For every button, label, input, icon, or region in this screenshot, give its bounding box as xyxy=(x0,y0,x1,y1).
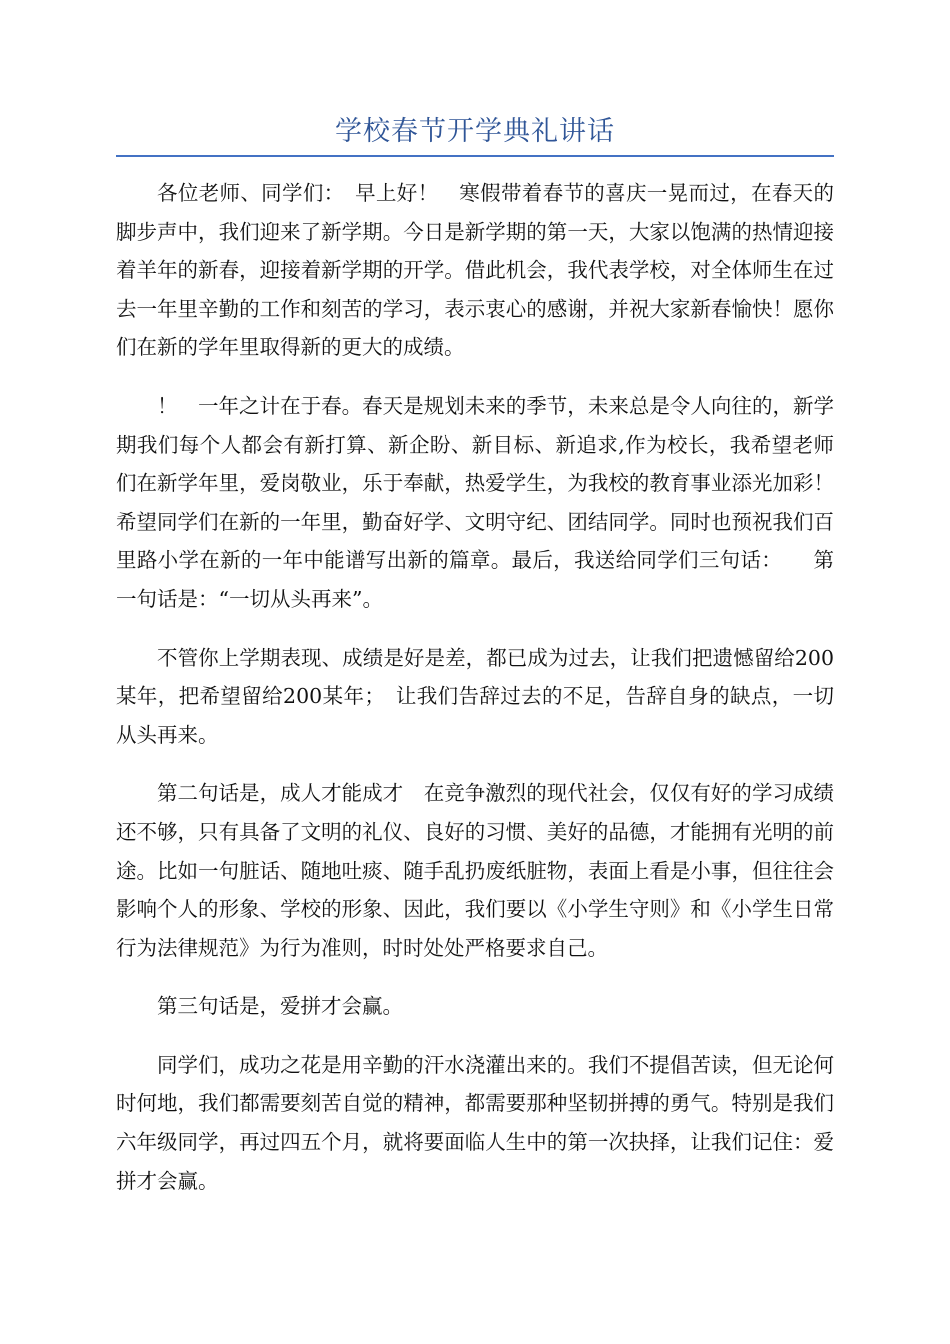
paragraph-6: 同学们，成功之花是用辛勤的汗水浇灌出来的。我们不提倡苦读，但无论何时何地，我们都需要刻苦自觉的精神，都需要那种坚韧拼搏的勇气。特别是我们六年级同学，再过四五个月，就将要面临人生中的第一次抉择，让我们记住：爱拼才会赢。 xyxy=(116,1052,834,1193)
title-underline xyxy=(116,155,834,157)
paragraph-5: 第三句话是，爱拼才会赢。 xyxy=(157,994,403,1019)
paragraph-1: 各位老师、同学们： 早上好！ 寒假带着春节的喜庆一晃而过，在春天的脚步声中，我们迎来了新学期。今日是新学期的第一天，大家以饱满的热情迎接着羊年的新春，迎接着新学期的开学。借此机会，我代表学校，对全体师生在过去一年里辛勤的工作和刻苦的学习，表示衷心的感谢，并祝大家新春愉快！愿你们在新的学年里取得新的更大的成绩。 xyxy=(116,181,834,360)
document-body xyxy=(116,174,834,1220)
paragraph-3: 不管你上学期表现、成绩是好是差，都已成为过去，让我们把遗憾留给200某年，把希望留给200某年； 让我们告辞过去的不足，告辞自身的缺点，一切从头再来。 xyxy=(116,645,834,747)
paragraph-2: ！ 一年之计在于春。春天是规划未来的季节，未来总是令人向往的，新学期我们每个人都会有新打算、新企盼、新目标、新追求,作为校长，我希望老师们在新学年里，爱岗敬业，乐于奉献，热爱学生，为我校的教育事业添光加彩！希望同学们在新的一年里，勤奋好学、文明守纪、团结同学。同时也预祝我们百里路小学在新的一年中能谱写出新的篇章。最后，我送给同学们三句话： 第一句话是：“一切从头再来”。 xyxy=(116,393,834,611)
document-title: 学校春节开学典礼讲话 xyxy=(335,116,615,147)
paragraph-4: 第二句话是，成人才能成才 在竞争激烈的现代社会，仅仅有好的学习成绩还不够，只有具备了文明的礼仪、良好的习惯、美好的品德，才能拥有光明的前途。比如一句脏话、随地吐痰、随手乱扔废纸脏物，表面上看是小事，但往往会影响个人的形象、学校的形象、因此，我们要以《小学生守则》和《小学生日常行为法律规范》为行为准则，时时处处严格要求自己。 xyxy=(116,781,834,960)
